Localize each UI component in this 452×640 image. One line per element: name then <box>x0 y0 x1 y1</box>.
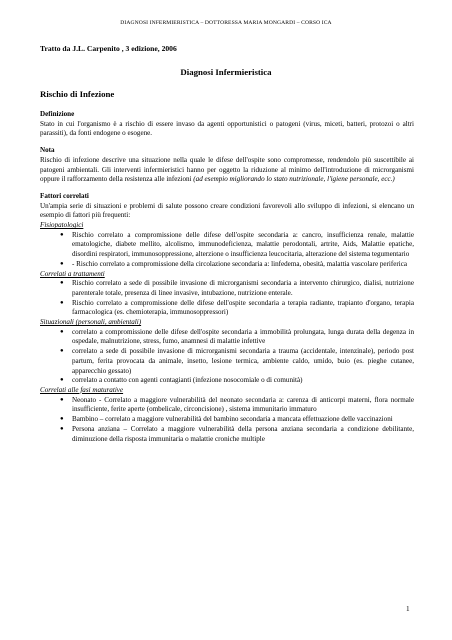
list-item: ● Rischio correlato a compromissione delle difese dell'ospite secondaria a: cancro, insufficienza renale, malattie ematologiche, diabete mellito, alcolismo, immunodeficienza, malattie perodontali, artrite, Aids, Malattie epatiche, disordini respiratori, immunosoppressione, alterzione o insufficienza leucocitaria, alterazione del sistema tegumentario <box>60 230 414 259</box>
bullet-icon: ● <box>60 377 64 384</box>
bullet-icon: ● <box>60 328 64 335</box>
group-label-trattamenti: Correlati a trattamenti <box>40 269 105 278</box>
list-item: ● correlato a compromissione delle difese dell'ospite secondaria a immobilità prolungata, lunga durata della degenza in ospedale, malnutrizione, stress, fumo, anamnesi di malattie infettive <box>60 327 414 346</box>
nota-heading: Nota <box>40 146 55 155</box>
group-label-fisiopatologici: Fisiopatologici <box>40 221 84 230</box>
document-title: Diagnosi Infermieristica <box>180 67 272 77</box>
page-number: 1 <box>406 605 410 613</box>
fattori-intro: Un'ampia serie di situazioni e problemi di salute possono creare condizioni favorevoli allo sviluppo di infezioni, si elencano un esempio di fattori più frequenti: <box>40 201 414 220</box>
fattori-heading: Fattori correlati <box>40 191 89 200</box>
bullet-icon: ● <box>60 280 64 287</box>
list-item: ● correlato a sede di possibile invasione di microrganismi secondaria a trauma (accidentale, intenzinale), periodo post partum, ferita provocata da animale, insetto, lesione termica, ambiente caldo, umido, buio (es. pieghe cutanee, apparecchio gessato) <box>60 347 414 375</box>
nota-paragraph <box>40 156 414 185</box>
list-item: ● Persona anziana – Correlato a maggiore vulnerabilità della persona anziana secondaria a condizione debilitante, diminuzione della risposta immunitaria o malattie croniche multiple <box>60 424 414 443</box>
bullet-icon: ● <box>60 416 64 423</box>
list-item: ● Rischio correlato a compromissione delle difese dell'ospite secondaria a terapia radiante, trapianto d'organo, terapia farmacologica (es. chemioterapia, immunosoppressori) <box>60 298 414 317</box>
list-item: ● Bambino – correlato a maggiore vulnerabilità del bambino secondaria a mancata effettuazione delle vaccinazioni <box>60 415 393 424</box>
running-header: DIAGNOSI INFERMIERISTICA – DOTTORESSA MARIA MONGARDI – CORSO ICA <box>120 20 332 26</box>
source-citation: Tratto da J.L. Carpenito , 3 edizione, 2006 <box>40 44 177 53</box>
group-list-trattamenti <box>40 279 414 318</box>
definizione-heading: Definizione <box>40 110 75 118</box>
group-label-fasi-maturative: Correlati alle fasi maturative <box>40 385 124 394</box>
bullet-icon: ● <box>60 260 64 267</box>
definizione-text: Stato in cui l'organismo è a rischio di essere invaso da agenti opportunistici o patogeni (virus, miceti, batteri, protozoi o altri parassiti), da fonti endogene o esogene. <box>40 119 414 138</box>
document-body <box>40 110 414 444</box>
bullet-icon: ● <box>60 348 64 355</box>
nota-italic-text: (ad esempio migliorando lo stato nutrizionale, l'igiene personale, ecc.) <box>191 175 395 184</box>
group-list-fisiopatologici <box>40 231 414 270</box>
group-list-situazionali <box>40 328 414 386</box>
list-item: ● Neonato - Correlato a maggiore vulnerabilità del neonato secondaria a: carenza di anticorpi materni, flora normale insufficiente, ferite aperte (ombelicale, circoncisione) , sistema immunitario immaturo <box>60 395 414 414</box>
list-item: ● correlato a contatto con agenti contagianti (infezione nosocomiale o di comunità) <box>60 376 303 385</box>
list-item: ● Rischio correlato a sede di possibile invasione di microrganismi secondaria a intervento chirurgico, dialisi, nutrizione parenterale totale, presenza di linee invasive, intubazione, nutrizione enterale. <box>60 279 414 297</box>
group-list-fasi-maturative <box>40 396 414 445</box>
section-title: Rischio di Infezione <box>40 89 115 99</box>
nota-text: Rischio di infezione descrive una situazione nella quale le difese dell'ospite sono compromesse, rendendolo più suscettibile ai patogeni ambientali. Gli interventi infermieristici hanno per oggetto la riduzione al minimo dell'introduzione di microrganismi oppure il rafforzamento della resistenza alle infezioni <box>40 155 414 184</box>
bullet-icon: ● <box>60 425 64 432</box>
bullet-icon: ● <box>60 396 64 403</box>
list-item: ● - Rischio correlato a compromissione della circolazione secondaria a: linfedema, obesità, malattia vascolare periferica <box>60 259 408 268</box>
bullet-icon: ● <box>60 231 64 238</box>
group-label-situazionali: Situazionali (personali, ambientali) <box>40 318 142 327</box>
bullet-icon: ● <box>60 299 64 306</box>
